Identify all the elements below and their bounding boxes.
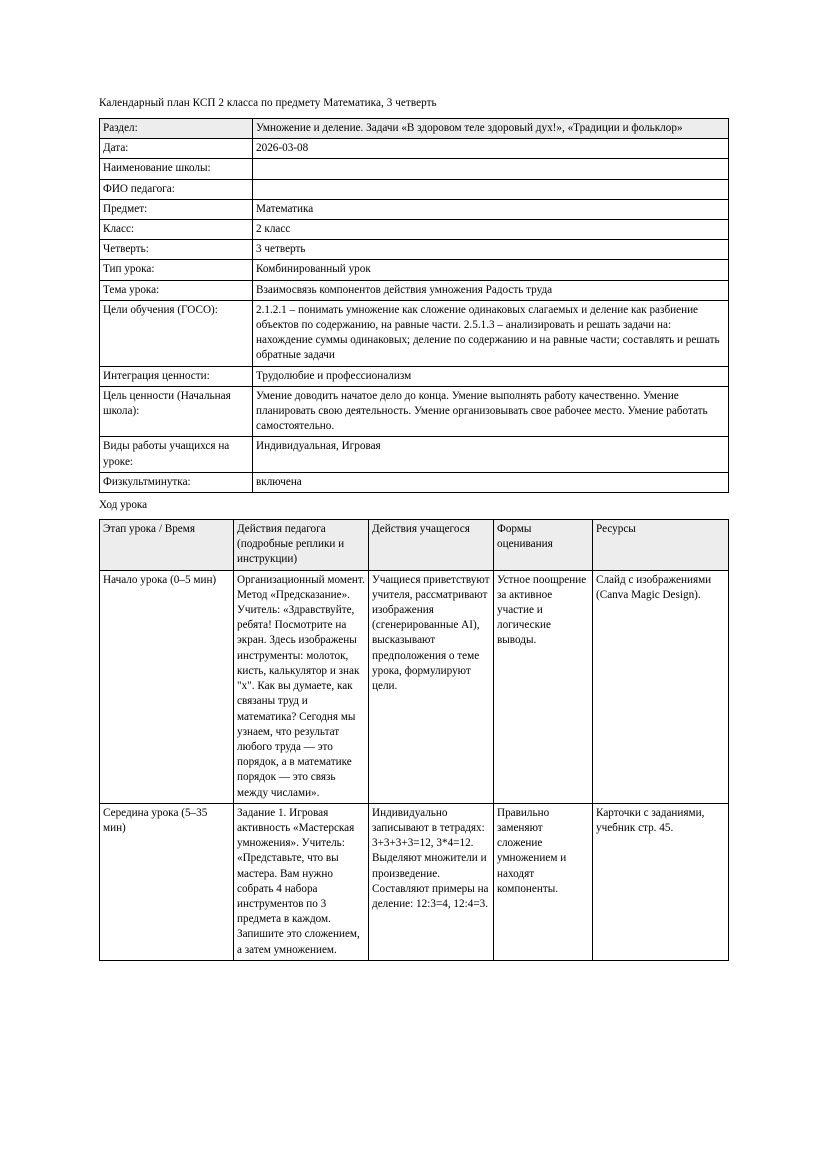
info-value-subject: Математика xyxy=(253,199,729,219)
table-row xyxy=(100,119,729,139)
flow-header-stage: Этап урока / Время xyxy=(100,520,234,571)
table-row xyxy=(100,159,729,179)
info-value-lesson-type: Комбинированный урок xyxy=(253,260,729,280)
flow-header-teacher-actions: Действия педагога (подробные реплики и инструкции) xyxy=(234,520,369,571)
info-label-school-name: Наименование школы: xyxy=(100,159,253,179)
info-value-class: 2 класс xyxy=(253,220,729,240)
table-row xyxy=(100,220,729,240)
flow-cell-student: Индивидуально записывают в тетрадях: 3+3+3+3=12, 3*4=12. Выделяют множители и произведение. Составляют примеры на деление: 12:3=4, 12:4=3. xyxy=(369,803,494,960)
info-label-value-goal: Цель ценности (Начальная школа): xyxy=(100,386,253,437)
info-label-class: Класс: xyxy=(100,220,253,240)
flow-cell-stage: Середина урока (5–35 мин) xyxy=(100,803,234,960)
table-row xyxy=(100,139,729,159)
info-value-value-goal: Умение доводить начатое дело до конца. Умение выполнять работу качественно. Умение планировать свою деятельность. Умение организовывать свое рабочее место. Умение работать самостоятельно. xyxy=(253,386,729,437)
info-value-data: 2026-03-08 xyxy=(253,139,729,159)
info-value-razdel: Умножение и деление. Задачи «В здоровом теле здоровый дух!», «Традиции и фольклор» xyxy=(253,119,729,139)
lesson-info-body xyxy=(100,119,729,493)
lesson-flow-heading: Ход урока xyxy=(99,499,148,512)
table-row xyxy=(100,803,729,960)
table-row xyxy=(100,366,729,386)
table-row xyxy=(100,570,729,803)
info-value-teacher-name xyxy=(253,179,729,199)
page-title: Календарный план КСП 2 класса по предмету Математика, 3 четверть xyxy=(99,97,437,109)
table-row xyxy=(100,472,729,492)
table-row xyxy=(100,240,729,260)
flow-cell-resources: Карточки с заданиями, учебник стр. 45. xyxy=(593,803,729,960)
info-label-subject: Предмет: xyxy=(100,199,253,219)
flow-cell-resources: Слайд с изображениями (Canva Magic Design). xyxy=(593,570,729,803)
info-value-value-integration: Трудолюбие и профессионализм xyxy=(253,366,729,386)
table-row xyxy=(100,386,729,437)
flow-header-student-actions: Действия учащегося xyxy=(369,520,494,571)
flow-cell-teacher: Организационный момент. Метод «Предсказание». Учитель: «Здравствуйте, ребята! Посмотрите на экран. Здесь изображены инструменты: молоток, кисть, калькулятор и знак "х". Как вы думаете, как связаны труд и математика? Сегодня мы узнаем, что результат любого труда — это порядок, а в математике порядок — это связь между числами». xyxy=(234,570,369,803)
flow-cell-student: Учащиеся приветствуют учителя, рассматривают изображения (сгенерированные AI), высказывают предположения о теме урока, формулируют цели. xyxy=(369,570,494,803)
info-label-data: Дата: xyxy=(100,139,253,159)
info-value-quarter: 3 четверть xyxy=(253,240,729,260)
table-row xyxy=(100,179,729,199)
info-label-learning-objectives: Цели обучения (ГОСО): xyxy=(100,300,253,366)
info-label-value-integration: Интеграция ценности: xyxy=(100,366,253,386)
flow-cell-teacher: Задание 1. Игровая активность «Мастерская умножения». Учитель: «Представьте, что вы мастера. Вам нужно собрать 4 набора инструментов по 3 предмета в каждом. Запишите это сложением, а затем умножением. xyxy=(234,803,369,960)
flow-header-assessment-forms: Формы оценивания xyxy=(494,520,593,571)
flow-header-resources: Ресурсы xyxy=(593,520,729,571)
info-label-quarter: Четверть: xyxy=(100,240,253,260)
flow-cell-assessment: Правильно заменяют сложение умножением и находят компоненты. xyxy=(494,803,593,960)
document-content xyxy=(99,96,728,961)
flow-cell-stage: Начало урока (0–5 мин) xyxy=(100,570,234,803)
table-row xyxy=(100,199,729,219)
lesson-flow-body xyxy=(100,570,729,960)
info-value-learning-objectives: 2.1.2.1 – понимать умножение как сложение одинаковых слагаемых и деление как разбиение объектов по содержанию, на равные части. 2.5.1.3 – анализировать и решать задачи на: нахождение суммы одинаковых; деление по содержанию и на равные части; составлять и решать обратные задачи xyxy=(253,300,729,366)
lesson-flow-table xyxy=(99,519,729,961)
info-value-work-types: Индивидуальная, Игровая xyxy=(253,437,729,472)
info-value-lesson-topic: Взаимосвязь компонентов действия умножения Радость труда xyxy=(253,280,729,300)
table-header-row xyxy=(100,520,729,571)
table-row xyxy=(100,300,729,366)
info-label-work-types: Виды работы учащихся на уроке: xyxy=(100,437,253,472)
info-label-lesson-topic: Тема урока: xyxy=(100,280,253,300)
info-label-physical-minute: Физкультминутка: xyxy=(100,472,253,492)
lesson-flow-head xyxy=(100,520,729,571)
flow-cell-assessment: Устное поощрение за активное участие и логические выводы. xyxy=(494,570,593,803)
info-label-teacher-name: ФИО педагога: xyxy=(100,179,253,199)
lesson-info-table xyxy=(99,118,729,493)
info-value-physical-minute: включена xyxy=(253,472,729,492)
table-row xyxy=(100,437,729,472)
table-row xyxy=(100,280,729,300)
info-value-school-name xyxy=(253,159,729,179)
info-label-lesson-type: Тип урока: xyxy=(100,260,253,280)
table-row xyxy=(100,260,729,280)
info-label-razdel: Раздел: xyxy=(100,119,253,139)
